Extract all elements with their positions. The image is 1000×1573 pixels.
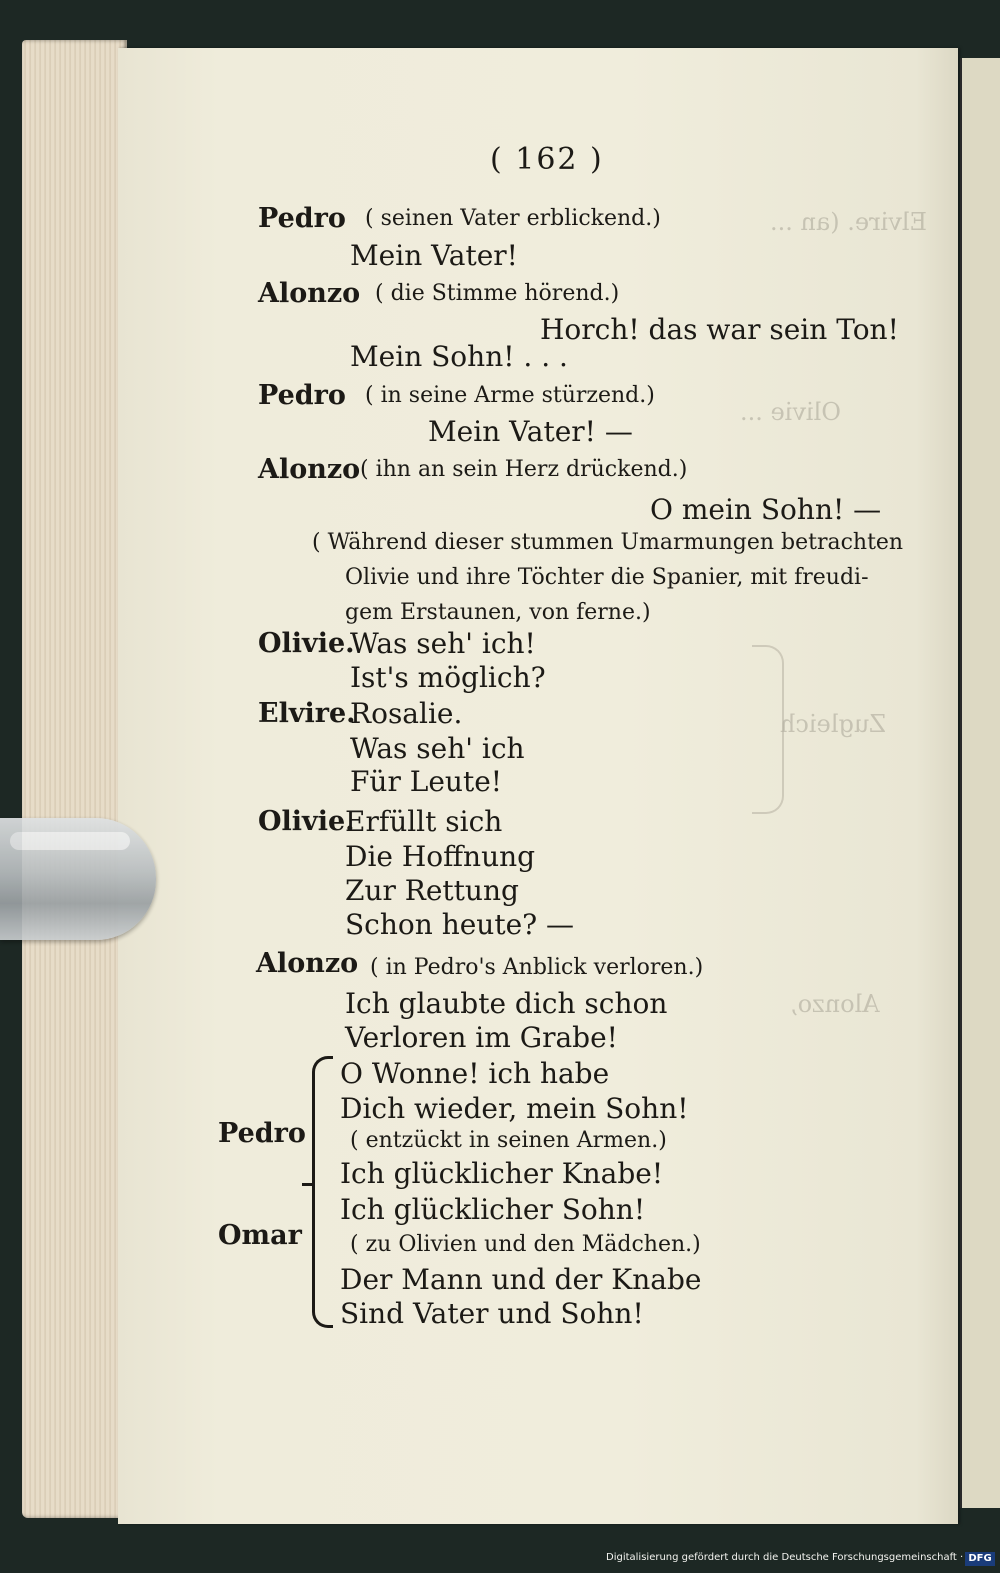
- speaker-name: Olivie.: [258, 806, 355, 837]
- stage-direction: ( entzückt in seinen Armen.): [350, 1128, 667, 1153]
- verse-line: Mein Vater! —: [428, 415, 633, 448]
- stage-direction: ( die Stimme hörend.): [375, 281, 620, 306]
- verse-line: Verloren im Grabe!: [345, 1021, 618, 1054]
- verse-line: Schon heute? —: [345, 908, 575, 941]
- dfg-logo: DFG: [965, 1552, 995, 1566]
- verse-line: Die Hoffnung: [345, 840, 536, 873]
- verse-line: Ich glücklicher Knabe!: [340, 1157, 664, 1190]
- speaker-brace: [312, 1056, 333, 1328]
- stage-direction: ( ihn an sein Herz drückend.): [360, 457, 688, 482]
- speaker-name: Pedro: [258, 380, 346, 411]
- stage-direction: ( seinen Vater erblickend.): [365, 206, 661, 231]
- bleed-through-bracket: [752, 645, 784, 814]
- verse-line: Rosalie.: [350, 697, 463, 730]
- speaker-name: Alonzo: [258, 278, 361, 309]
- verse-line: Der Mann und der Knabe: [340, 1263, 702, 1296]
- stage-direction: ( in seine Arme stürzend.): [365, 383, 655, 408]
- verse-line: Was seh' ich: [350, 732, 525, 765]
- speaker-name: Alonzo: [258, 454, 361, 485]
- speaker-name: Pedro: [218, 1118, 306, 1149]
- bleed-through: Zugleich: [780, 710, 886, 738]
- page-clip: [0, 818, 156, 940]
- verse-line: O Wonne! ich habe: [340, 1057, 610, 1090]
- page-number: ( 162 ): [490, 142, 604, 177]
- verse-line: Mein Vater!: [350, 239, 518, 272]
- verse-line: Dich wieder, mein Sohn!: [340, 1092, 689, 1125]
- speaker-brace-point: [302, 1183, 314, 1186]
- stage-direction: gem Erstaunen, von ferne.): [345, 600, 651, 625]
- stage-direction: ( zu Olivien und den Mädchen.): [350, 1232, 701, 1257]
- speaker-name: Pedro: [258, 203, 346, 234]
- verse-line: Mein Sohn! . . .: [350, 340, 568, 373]
- verse-line: Für Leute!: [350, 765, 503, 798]
- verse-line: Ist's möglich?: [350, 661, 546, 694]
- bleed-through: Alonzo,: [790, 990, 880, 1018]
- stage-direction: Olivie und ihre Töchter die Spanier, mit freudi-: [345, 565, 869, 590]
- speaker-name: Olivie.: [258, 628, 355, 659]
- speaker-name: Omar: [218, 1220, 302, 1251]
- page-edges: [22, 40, 127, 1518]
- verse-line: Was seh' ich!: [350, 627, 536, 660]
- verse-line: Horch! das war sein Ton!: [540, 313, 899, 346]
- verse-line: Erfüllt sich: [345, 805, 503, 838]
- verse-line: Sind Vater und Sohn!: [340, 1297, 644, 1330]
- bleed-through: Elvire. (an ...: [770, 208, 928, 236]
- verse-line: Zur Rettung: [345, 874, 519, 907]
- bleed-through: Olivie ...: [740, 398, 841, 426]
- verse-line: O mein Sohn! —: [650, 493, 882, 526]
- digitization-credit: Digitalisierung gefördert durch die Deutsche Forschungsgemeinschaft ·: [606, 1552, 964, 1563]
- stage-direction: ( in Pedro's Anblick verloren.): [370, 955, 704, 980]
- speaker-name: Elvire.: [258, 698, 356, 729]
- verse-line: Ich glaubte dich schon: [345, 987, 668, 1020]
- speaker-name: Alonzo: [256, 948, 359, 979]
- facing-page-edge: [960, 58, 1000, 1508]
- verse-line: Ich glücklicher Sohn!: [340, 1193, 646, 1226]
- stage-direction: ( Während dieser stummen Umarmungen betrachten: [312, 530, 904, 555]
